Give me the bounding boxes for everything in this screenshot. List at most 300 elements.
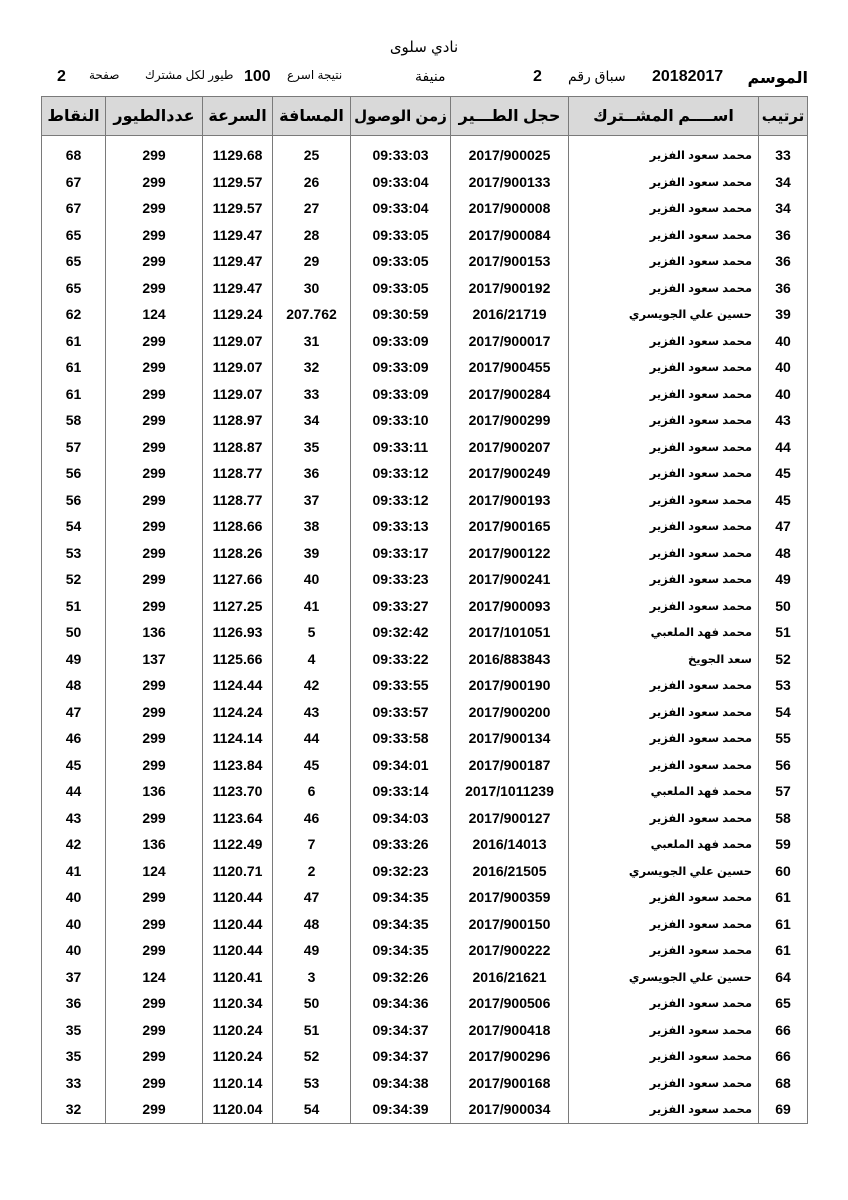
arrival-cell: 09:34:37 — [351, 1043, 451, 1070]
arrival-cell: 09:34:37 — [351, 1017, 451, 1044]
distance-cell: 33 — [273, 381, 351, 408]
arrival-cell: 09:34:01 — [351, 752, 451, 779]
birds-cell: 136 — [106, 831, 203, 858]
arrival-cell: 09:33:55 — [351, 672, 451, 699]
points-cell: 36 — [42, 990, 106, 1017]
speed-cell: 1120.04 — [203, 1096, 273, 1123]
rank-cell: 44 — [759, 434, 808, 461]
ring-cell: 2017/900207 — [451, 434, 569, 461]
points-cell: 40 — [42, 884, 106, 911]
participant-cell: محمد سعود الفزير — [569, 1096, 759, 1123]
rank-cell: 48 — [759, 540, 808, 567]
birds-cell: 299 — [106, 381, 203, 408]
arrival-cell: 09:34:35 — [351, 911, 451, 938]
participant-cell: حسين علي الجويسري — [569, 964, 759, 991]
distance-cell: 41 — [273, 593, 351, 620]
table-row — [42, 672, 808, 699]
birds-cell: 299 — [106, 248, 203, 275]
speed-cell: 1123.64 — [203, 805, 273, 832]
race-label: سباق رقم — [568, 68, 626, 84]
distance-cell: 37 — [273, 487, 351, 514]
participant-cell: محمد سعود الفزير — [569, 752, 759, 779]
distance-cell: 36 — [273, 460, 351, 487]
participant-cell: محمد فهد الملعبي — [569, 831, 759, 858]
ring-cell: 2017/900084 — [451, 222, 569, 249]
ring-cell: 2017/900296 — [451, 1043, 569, 1070]
table-row — [42, 725, 808, 752]
birds-cell: 299 — [106, 566, 203, 593]
distance-cell: 54 — [273, 1096, 351, 1123]
participant-cell: محمد فهد الملعبي — [569, 778, 759, 805]
birds-cell: 299 — [106, 1070, 203, 1097]
arrival-cell: 09:33:04 — [351, 195, 451, 222]
points-cell: 58 — [42, 407, 106, 434]
table-row — [42, 487, 808, 514]
speed-cell: 1120.44 — [203, 911, 273, 938]
distance-cell: 207.762 — [273, 301, 351, 328]
season-value: 20182017 — [652, 68, 724, 85]
points-cell: 56 — [42, 487, 106, 514]
participant-cell: محمد سعود الفزير — [569, 1070, 759, 1097]
ring-cell: 2016/21505 — [451, 858, 569, 885]
points-cell: 43 — [42, 805, 106, 832]
points-cell: 40 — [42, 937, 106, 964]
birds-cell: 299 — [106, 805, 203, 832]
distance-cell: 49 — [273, 937, 351, 964]
speed-cell: 1129.47 — [203, 248, 273, 275]
arrival-cell: 09:33:58 — [351, 725, 451, 752]
participant-cell: محمد سعود الفزير — [569, 990, 759, 1017]
arrival-cell: 09:33:22 — [351, 646, 451, 673]
participant-cell: محمد سعود الفزير — [569, 275, 759, 302]
birds-cell: 299 — [106, 884, 203, 911]
speed-cell: 1129.07 — [203, 328, 273, 355]
participant-cell: محمد سعود الفزير — [569, 725, 759, 752]
speed-cell: 1124.24 — [203, 699, 273, 726]
rank-cell: 61 — [759, 937, 808, 964]
ring-cell: 2017/900122 — [451, 540, 569, 567]
participant-cell: محمد سعود الفزير — [569, 805, 759, 832]
distance-cell: 5 — [273, 619, 351, 646]
speed-cell: 1128.97 — [203, 407, 273, 434]
participant-cell: محمد سعود الفزير — [569, 672, 759, 699]
points-cell: 56 — [42, 460, 106, 487]
points-cell: 44 — [42, 778, 106, 805]
rank-cell: 47 — [759, 513, 808, 540]
table-row — [42, 248, 808, 275]
speed-cell: 1120.24 — [203, 1043, 273, 1070]
speed-cell: 1120.41 — [203, 964, 273, 991]
table-row — [42, 407, 808, 434]
rank-cell: 54 — [759, 699, 808, 726]
arrival-cell: 09:33:26 — [351, 831, 451, 858]
rank-cell: 45 — [759, 487, 808, 514]
rank-cell: 50 — [759, 593, 808, 620]
speed-cell: 1128.77 — [203, 487, 273, 514]
points-cell: 52 — [42, 566, 106, 593]
birds-cell: 299 — [106, 142, 203, 169]
points-cell: 49 — [42, 646, 106, 673]
table-row — [42, 1017, 808, 1044]
rank-cell: 49 — [759, 566, 808, 593]
arrival-cell: 09:32:42 — [351, 619, 451, 646]
column-header-participant: اســــم المشــترك — [569, 97, 759, 136]
points-cell: 67 — [42, 195, 106, 222]
arrival-cell: 09:33:13 — [351, 513, 451, 540]
distance-cell: 3 — [273, 964, 351, 991]
participant-cell: محمد سعود الفزير — [569, 699, 759, 726]
ring-cell: 2017/101051 — [451, 619, 569, 646]
birds-cell: 299 — [106, 275, 203, 302]
participant-cell: محمد سعود الفزير — [569, 540, 759, 567]
distance-cell: 31 — [273, 328, 351, 355]
birds-cell: 299 — [106, 1017, 203, 1044]
speed-cell: 1127.66 — [203, 566, 273, 593]
rank-cell: 61 — [759, 884, 808, 911]
table-row — [42, 301, 808, 328]
rank-cell: 33 — [759, 142, 808, 169]
distance-cell: 50 — [273, 990, 351, 1017]
table-row — [42, 1096, 808, 1123]
ring-cell: 2017/900506 — [451, 990, 569, 1017]
ring-cell: 2017/900165 — [451, 513, 569, 540]
points-cell: 57 — [42, 434, 106, 461]
ring-cell: 2017/900008 — [451, 195, 569, 222]
arrival-cell: 09:33:05 — [351, 222, 451, 249]
birds-cell: 124 — [106, 301, 203, 328]
speed-cell: 1122.49 — [203, 831, 273, 858]
birds-cell: 299 — [106, 990, 203, 1017]
ring-cell: 2016/883843 — [451, 646, 569, 673]
arrival-cell: 09:33:12 — [351, 460, 451, 487]
points-cell: 45 — [42, 752, 106, 779]
ring-cell: 2017/900168 — [451, 1070, 569, 1097]
distance-cell: 40 — [273, 566, 351, 593]
ring-cell: 2017/900034 — [451, 1096, 569, 1123]
participant-cell: محمد سعود الفزير — [569, 1043, 759, 1070]
table-row — [42, 831, 808, 858]
speed-cell: 1126.93 — [203, 619, 273, 646]
participant-cell: محمد سعود الفزير — [569, 566, 759, 593]
points-cell: 35 — [42, 1043, 106, 1070]
rank-cell: 60 — [759, 858, 808, 885]
points-cell: 37 — [42, 964, 106, 991]
ring-cell: 2017/900127 — [451, 805, 569, 832]
rank-cell: 57 — [759, 778, 808, 805]
ring-cell: 2017/900455 — [451, 354, 569, 381]
table-row — [42, 778, 808, 805]
speed-cell: 1129.07 — [203, 354, 273, 381]
birds-cell: 299 — [106, 434, 203, 461]
distance-cell: 39 — [273, 540, 351, 567]
points-cell: 65 — [42, 222, 106, 249]
distance-cell: 47 — [273, 884, 351, 911]
points-cell: 48 — [42, 672, 106, 699]
distance-cell: 52 — [273, 1043, 351, 1070]
ring-cell: 2017/900249 — [451, 460, 569, 487]
arrival-cell: 09:32:23 — [351, 858, 451, 885]
table-row — [42, 328, 808, 355]
distance-cell: 38 — [273, 513, 351, 540]
participant-cell: محمد سعود الفزير — [569, 248, 759, 275]
speed-cell: 1120.14 — [203, 1070, 273, 1097]
table-row — [42, 222, 808, 249]
table-row — [42, 513, 808, 540]
result-label: نتيجة اسرع — [287, 68, 343, 82]
rank-cell: 59 — [759, 831, 808, 858]
points-cell: 41 — [42, 858, 106, 885]
arrival-cell: 09:34:35 — [351, 937, 451, 964]
points-cell: 32 — [42, 1096, 106, 1123]
speed-cell: 1120.34 — [203, 990, 273, 1017]
arrival-cell: 09:32:26 — [351, 964, 451, 991]
rank-cell: 53 — [759, 672, 808, 699]
birds-cell: 137 — [106, 646, 203, 673]
birds-cell: 299 — [106, 540, 203, 567]
distance-cell: 25 — [273, 142, 351, 169]
arrival-cell: 09:34:38 — [351, 1070, 451, 1097]
ring-cell: 2017/900299 — [451, 407, 569, 434]
birds-cell: 299 — [106, 407, 203, 434]
speed-cell: 1123.70 — [203, 778, 273, 805]
distance-cell: 35 — [273, 434, 351, 461]
ring-cell: 2017/900284 — [451, 381, 569, 408]
speed-cell: 1128.87 — [203, 434, 273, 461]
table-row — [42, 805, 808, 832]
rank-cell: 66 — [759, 1043, 808, 1070]
table-row — [42, 911, 808, 938]
birds-cell: 299 — [106, 1043, 203, 1070]
participant-cell: محمد سعود الفزير — [569, 407, 759, 434]
birds-cell: 136 — [106, 619, 203, 646]
ring-cell: 2017/900193 — [451, 487, 569, 514]
rank-cell: 56 — [759, 752, 808, 779]
birds-cell: 299 — [106, 328, 203, 355]
participant-cell: حسين علي الجويسري — [569, 301, 759, 328]
birds-cell: 136 — [106, 778, 203, 805]
distance-cell: 6 — [273, 778, 351, 805]
table-row — [42, 699, 808, 726]
birds-cell: 299 — [106, 222, 203, 249]
arrival-cell: 09:33:17 — [351, 540, 451, 567]
ring-cell: 2016/21719 — [451, 301, 569, 328]
points-cell: 42 — [42, 831, 106, 858]
rank-cell: 40 — [759, 328, 808, 355]
participant-cell: محمد سعود الفزير — [569, 195, 759, 222]
rank-cell: 40 — [759, 354, 808, 381]
birds-cell: 299 — [106, 169, 203, 196]
participant-cell: محمد سعود الفزير — [569, 460, 759, 487]
arrival-cell: 09:33:09 — [351, 328, 451, 355]
points-cell: 50 — [42, 619, 106, 646]
fastest-count: 100 — [244, 68, 271, 85]
distance-cell: 51 — [273, 1017, 351, 1044]
distance-cell: 42 — [273, 672, 351, 699]
distance-cell: 27 — [273, 195, 351, 222]
ring-cell: 2017/900418 — [451, 1017, 569, 1044]
participant-cell: محمد فهد الملعبي — [569, 619, 759, 646]
results-body — [42, 136, 808, 1124]
speed-cell: 1128.66 — [203, 513, 273, 540]
distance-cell: 53 — [273, 1070, 351, 1097]
arrival-cell: 09:33:27 — [351, 593, 451, 620]
points-cell: 33 — [42, 1070, 106, 1097]
rank-cell: 36 — [759, 222, 808, 249]
table-row — [42, 1070, 808, 1097]
rank-cell: 58 — [759, 805, 808, 832]
ring-cell: 2017/900134 — [451, 725, 569, 752]
table-row — [42, 195, 808, 222]
speed-cell: 1120.24 — [203, 1017, 273, 1044]
points-cell: 51 — [42, 593, 106, 620]
table-row — [42, 964, 808, 991]
ring-cell: 2016/14013 — [451, 831, 569, 858]
arrival-cell: 09:33:11 — [351, 434, 451, 461]
distance-cell: 32 — [273, 354, 351, 381]
birds-cell: 299 — [106, 593, 203, 620]
arrival-cell: 09:33:03 — [351, 142, 451, 169]
season-label: الموسم — [747, 70, 808, 87]
table-row — [42, 619, 808, 646]
speed-cell: 1129.68 — [203, 142, 273, 169]
birds-cell: 124 — [106, 964, 203, 991]
points-cell: 61 — [42, 328, 106, 355]
rank-cell: 61 — [759, 911, 808, 938]
ring-cell: 2017/900133 — [451, 169, 569, 196]
distance-cell: 44 — [273, 725, 351, 752]
speed-cell: 1123.84 — [203, 752, 273, 779]
arrival-cell: 09:34:36 — [351, 990, 451, 1017]
arrival-cell: 09:33:09 — [351, 381, 451, 408]
ring-cell: 2017/900150 — [451, 911, 569, 938]
speed-cell: 1120.71 — [203, 858, 273, 885]
points-cell: 54 — [42, 513, 106, 540]
participant-cell: محمد سعود الفزير — [569, 1017, 759, 1044]
column-header-speed: السرعة — [203, 97, 273, 136]
birds-cell: 299 — [106, 699, 203, 726]
table-row — [42, 1043, 808, 1070]
ring-cell: 2017/900359 — [451, 884, 569, 911]
arrival-cell: 09:33:05 — [351, 248, 451, 275]
ring-cell: 2017/900153 — [451, 248, 569, 275]
club-title: نادي سلوى — [389, 39, 459, 56]
speed-cell: 1129.47 — [203, 222, 273, 249]
speed-cell: 1127.25 — [203, 593, 273, 620]
points-cell: 65 — [42, 275, 106, 302]
participant-cell: محمد سعود الفزير — [569, 328, 759, 355]
ring-cell: 2017/900200 — [451, 699, 569, 726]
table-row — [42, 884, 808, 911]
table-row — [42, 937, 808, 964]
points-cell: 40 — [42, 911, 106, 938]
per-member-label: طيور لكل مشترك — [145, 68, 234, 82]
arrival-cell: 09:33:57 — [351, 699, 451, 726]
table-row — [42, 566, 808, 593]
ring-cell: 2017/900025 — [451, 142, 569, 169]
ring-cell: 2017/1011239 — [451, 778, 569, 805]
birds-cell: 299 — [106, 911, 203, 938]
points-cell: 35 — [42, 1017, 106, 1044]
birds-cell: 299 — [106, 725, 203, 752]
distance-cell: 46 — [273, 805, 351, 832]
points-cell: 68 — [42, 142, 106, 169]
participant-cell: محمد سعود الفزير — [569, 911, 759, 938]
distance-cell: 43 — [273, 699, 351, 726]
participant-cell: محمد سعود الفزير — [569, 487, 759, 514]
page-number: 2 — [57, 68, 66, 85]
table-row — [42, 275, 808, 302]
column-header-distance: المسافة — [273, 97, 351, 136]
arrival-cell: 09:33:09 — [351, 354, 451, 381]
ring-cell: 2017/900241 — [451, 566, 569, 593]
speed-cell: 1129.57 — [203, 169, 273, 196]
points-cell: 46 — [42, 725, 106, 752]
participant-cell: محمد سعود الفزير — [569, 434, 759, 461]
ring-cell: 2017/900017 — [451, 328, 569, 355]
rank-cell: 69 — [759, 1096, 808, 1123]
table-row — [42, 752, 808, 779]
rank-cell: 51 — [759, 619, 808, 646]
ring-cell: 2017/900093 — [451, 593, 569, 620]
table-row — [42, 381, 808, 408]
table-row — [42, 593, 808, 620]
birds-cell: 299 — [106, 487, 203, 514]
arrival-cell: 09:33:10 — [351, 407, 451, 434]
participant-cell: محمد سعود الفزير — [569, 222, 759, 249]
rank-cell: 34 — [759, 195, 808, 222]
distance-cell: 34 — [273, 407, 351, 434]
speed-cell: 1128.77 — [203, 460, 273, 487]
race-number: 2 — [533, 68, 542, 85]
speed-cell: 1124.44 — [203, 672, 273, 699]
distance-cell: 29 — [273, 248, 351, 275]
speed-cell: 1124.14 — [203, 725, 273, 752]
ring-cell: 2017/900222 — [451, 937, 569, 964]
rank-cell: 68 — [759, 1070, 808, 1097]
participant-cell: محمد سعود الفزير — [569, 513, 759, 540]
arrival-cell: 09:33:23 — [351, 566, 451, 593]
arrival-cell: 09:33:14 — [351, 778, 451, 805]
rank-cell: 65 — [759, 990, 808, 1017]
participant-cell: محمد سعود الفزير — [569, 169, 759, 196]
distance-cell: 48 — [273, 911, 351, 938]
speed-cell: 1125.66 — [203, 646, 273, 673]
table-row — [42, 354, 808, 381]
rank-cell: 66 — [759, 1017, 808, 1044]
table-row — [42, 990, 808, 1017]
column-header-ring: حجل الطـــير — [451, 97, 569, 136]
birds-cell: 299 — [106, 672, 203, 699]
table-row — [42, 540, 808, 567]
points-cell: 61 — [42, 381, 106, 408]
speed-cell: 1120.44 — [203, 884, 273, 911]
table-row — [42, 460, 808, 487]
birds-cell: 299 — [106, 752, 203, 779]
rank-cell: 36 — [759, 248, 808, 275]
arrival-cell: 09:33:12 — [351, 487, 451, 514]
rank-cell: 34 — [759, 169, 808, 196]
speed-cell: 1129.57 — [203, 195, 273, 222]
distance-cell: 45 — [273, 752, 351, 779]
arrival-cell: 09:33:05 — [351, 275, 451, 302]
participant-cell: حسين علي الجويسري — [569, 858, 759, 885]
ring-cell: 2016/21621 — [451, 964, 569, 991]
speed-cell: 1129.07 — [203, 381, 273, 408]
distance-cell: 7 — [273, 831, 351, 858]
arrival-cell: 09:33:04 — [351, 169, 451, 196]
table-row — [42, 434, 808, 461]
rank-cell: 64 — [759, 964, 808, 991]
